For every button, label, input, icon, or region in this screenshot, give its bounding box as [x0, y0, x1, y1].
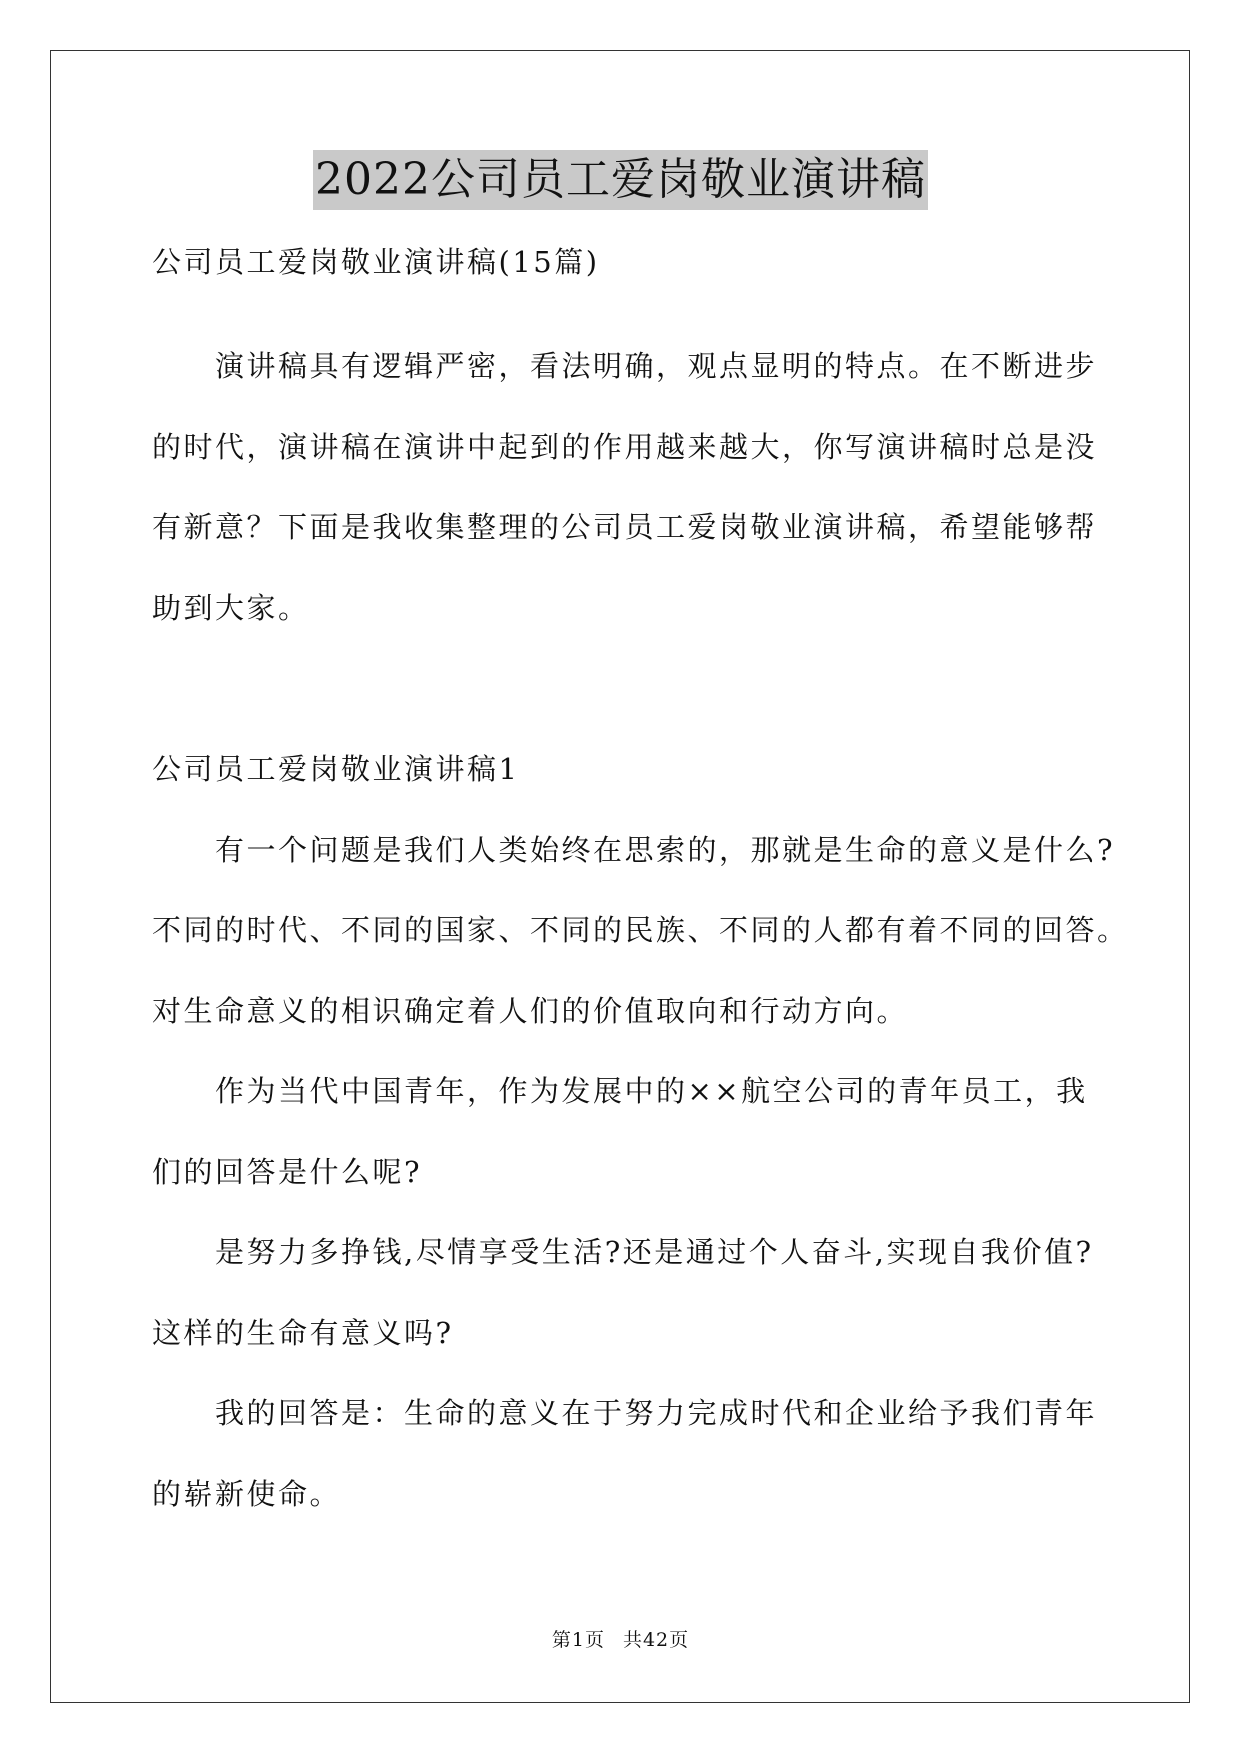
title-container: [0, 150, 1241, 210]
body-line: 的时代，演讲稿在演讲中起到的作用越来越大，你写演讲稿时总是没: [152, 430, 1098, 464]
body-line: 不同的时代、不同的国家、不同的民族、不同的人都有着不同的回答。: [152, 913, 1129, 947]
body-line: 演讲稿具有逻辑严密，看法明确，观点显明的特点。在不断进步: [152, 349, 1098, 383]
document-title: 2022公司员工爱岗敬业演讲稿: [313, 150, 928, 210]
page-footer: [0, 1628, 1241, 1652]
page-total: 共42页: [622, 1629, 690, 1651]
body-line: 的崭新使命。: [152, 1477, 342, 1511]
page-number: 第1页: [551, 1629, 605, 1651]
subtitle-line: 公司员工爱岗敬业演讲稿(15篇): [152, 245, 600, 279]
section-heading: 公司员工爱岗敬业演讲稿1: [152, 752, 520, 786]
body-line: 有新意？下面是我收集整理的公司员工爱岗敬业演讲稿，希望能够帮: [152, 510, 1098, 544]
body-line: 助到大家。: [152, 591, 310, 625]
body-line: 们的回答是什么呢?: [152, 1155, 423, 1189]
body-line: 有一个问题是我们人类始终在思索的，那就是生命的意义是什么?: [152, 833, 1116, 867]
body-line: 我的回答是：生命的意义在于努力完成时代和企业给予我们青年: [152, 1396, 1098, 1430]
body-line: 作为当代中国青年，作为发展中的××航空公司的青年员工，我: [152, 1074, 1088, 1108]
body-line: 是努力多挣钱,尽情享受生活?还是通过个人奋斗,实现自我价值?: [152, 1235, 1094, 1269]
body-line: 这样的生命有意义吗?: [152, 1316, 454, 1350]
page-border: [50, 50, 1190, 1703]
body-line: 对生命意义的相识确定着人们的价值取向和行动方向。: [152, 994, 909, 1028]
